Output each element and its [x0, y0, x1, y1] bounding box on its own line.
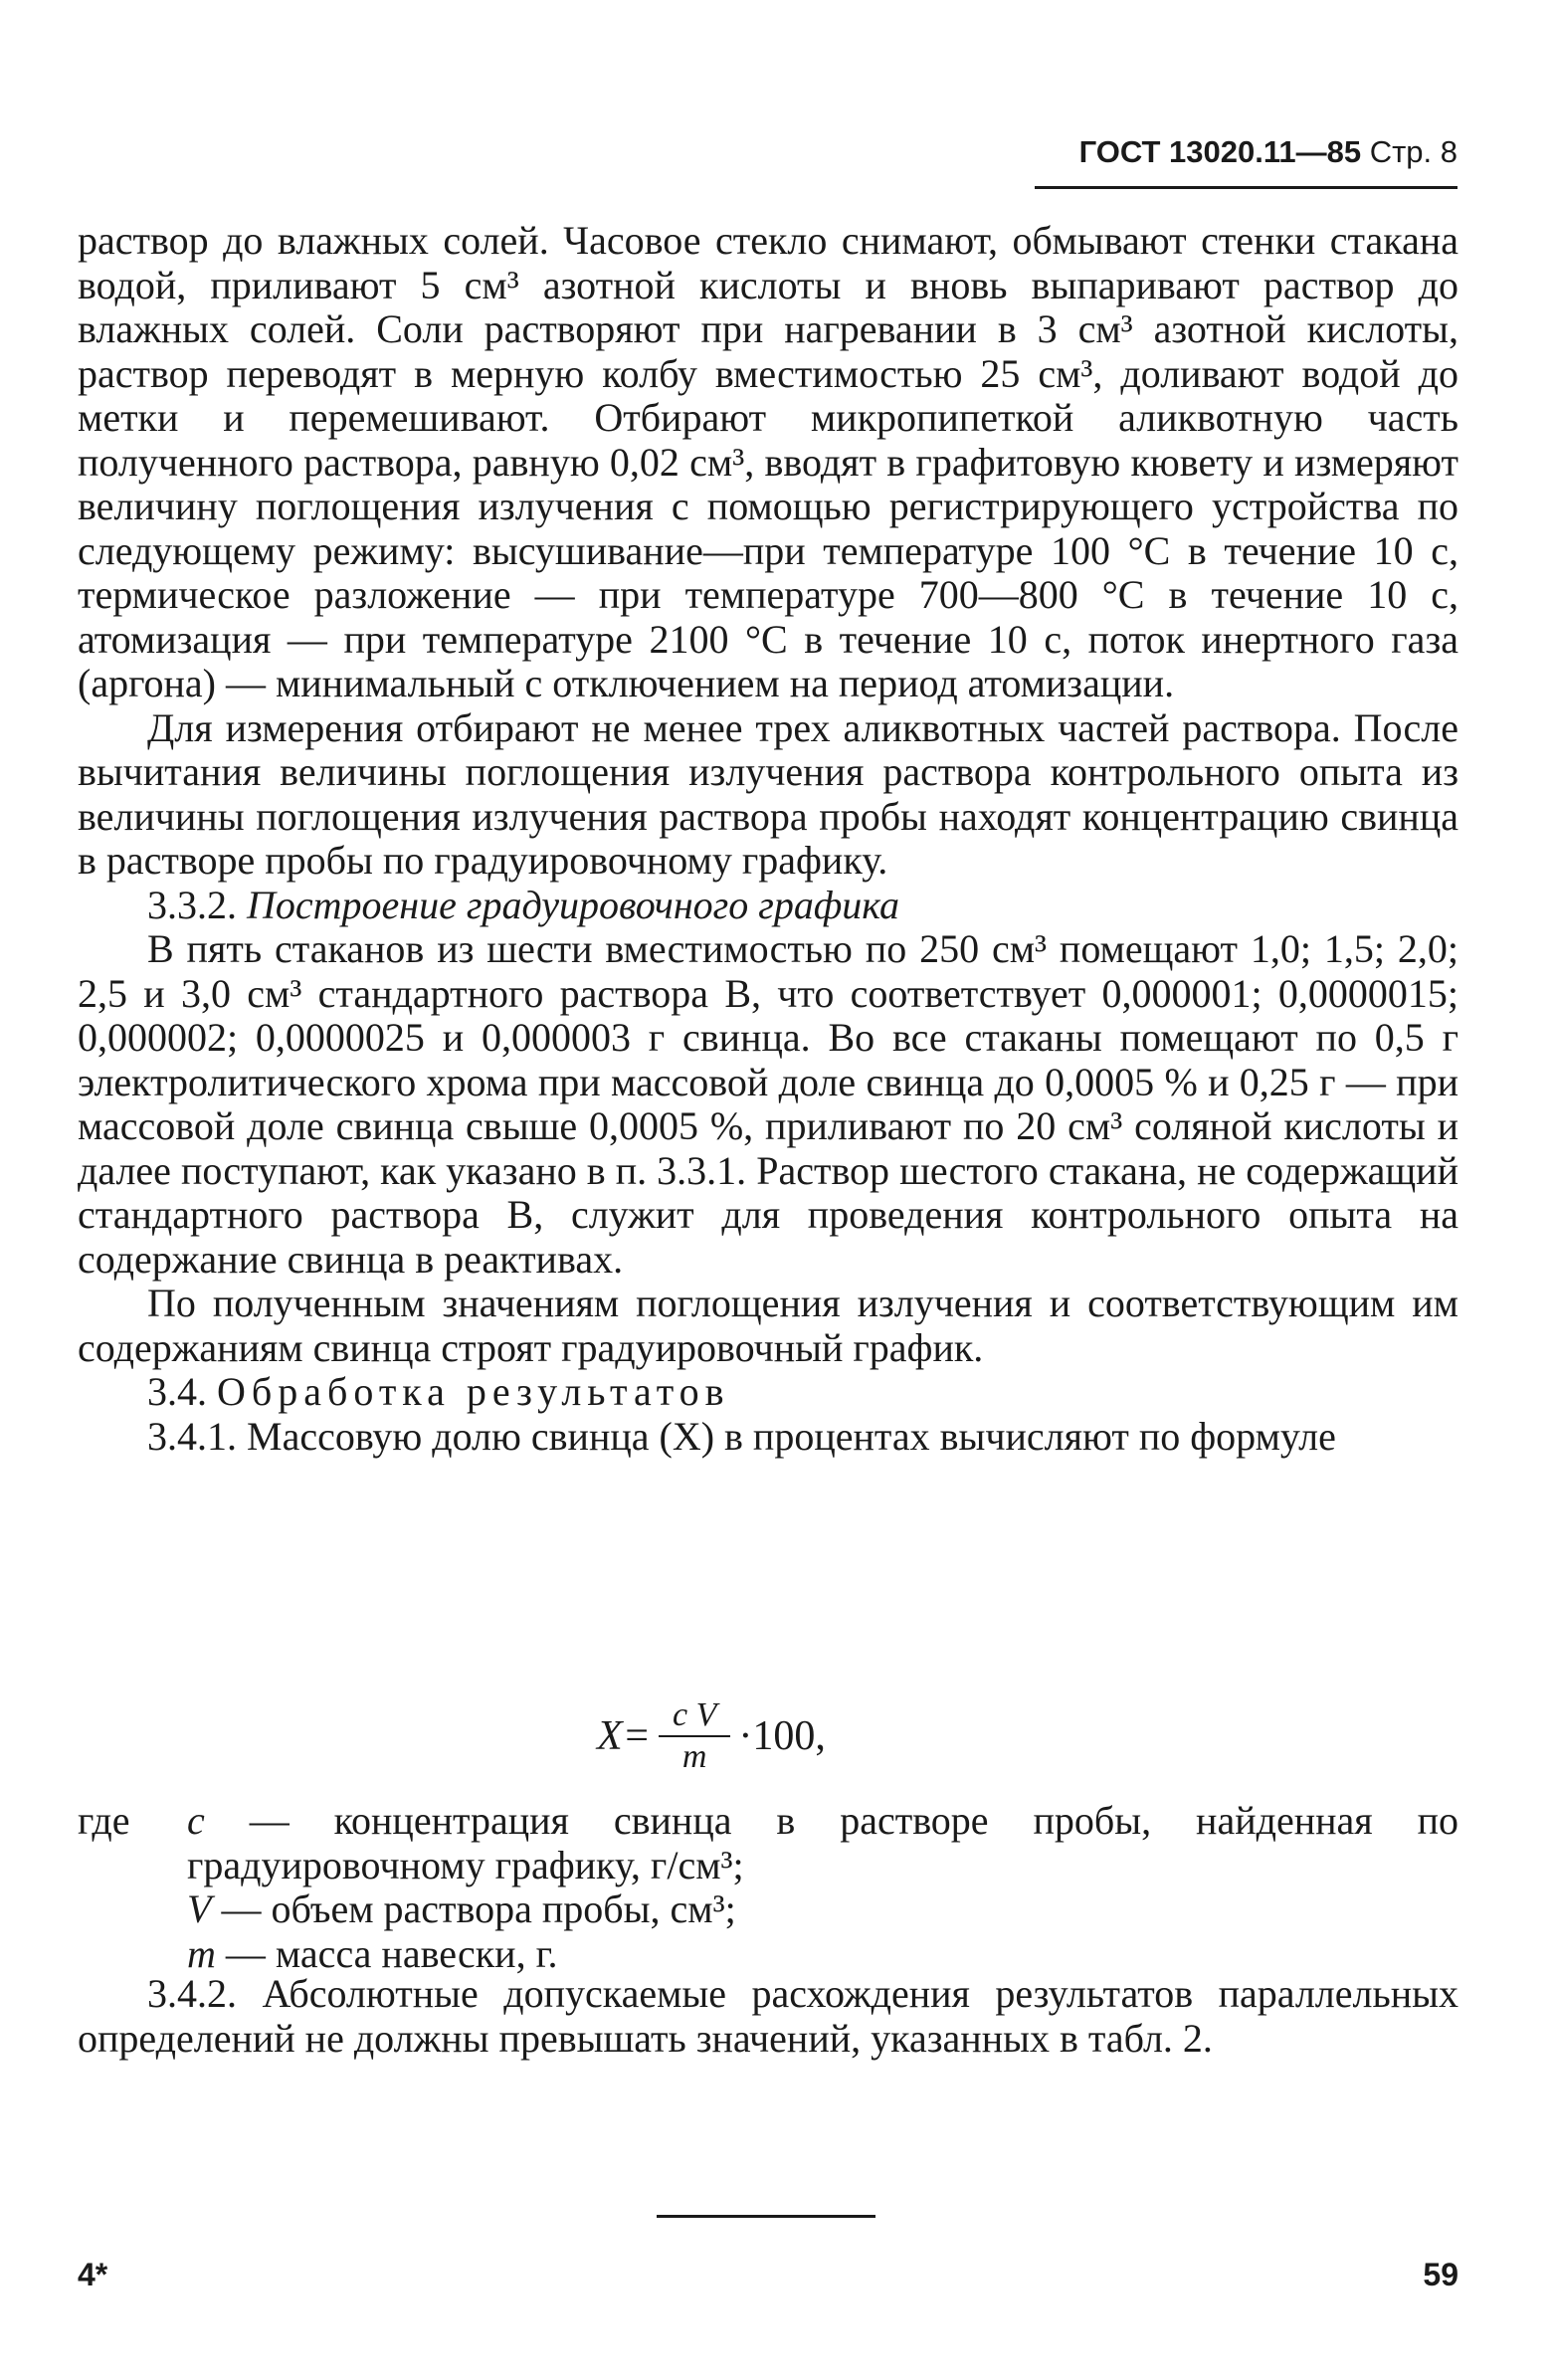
formula: [597, 1691, 826, 1781]
definition-row: [78, 1932, 1458, 1977]
footer-signature-mark: 4*: [78, 2257, 108, 2292]
definition-symbol: c: [187, 1798, 205, 1843]
section-title: Обработка результатов: [217, 1369, 730, 1414]
definition-text: — масса навески, г.: [225, 1930, 558, 1976]
definition-symbol: V: [187, 1886, 212, 1931]
footer-page-number: 59: [1423, 2257, 1458, 2292]
definition-row: [78, 1799, 1458, 1887]
section-heading-332: [78, 884, 1458, 928]
section-number: 3.4.: [147, 1369, 207, 1414]
closing-text: [78, 1972, 1458, 2061]
paragraph-341: 3.4.1. Массовую долю свинца (X) в процентах вычисляют по формуле: [147, 1413, 1336, 1459]
formula-lhs: X=: [597, 1713, 651, 1759]
paragraph-calibration: В пять стаканов из шести вместимостью по 250 см³ помещают 1,0; 1,5; 2,0; 2,5 и 3,0 см³ стандартного раствора В, что соответствует 0,000001; 0,0000015; 0,000002; 0,0000025 и 0,000003 г свинца. Во все стаканы помещают по 0,5 г электролитического хрома при массовой доле свинца до 0,0005 % и 0,25 г — при массовой доле свинца свыше 0,0005 %, приливают по 20 см³ соляной кислоты и далее поступают, как указано в п. 3.3.1. Раствор шестого стакана, не содержащий стандартного раствора В, служит для проведения контрольного опыта на содержание свинца в реактивах.: [78, 926, 1458, 1282]
section-title: Построение градуировочного графика: [247, 882, 899, 927]
standard-number: ГОСТ 13020.11—85: [1078, 134, 1362, 169]
formula-tail: ·100,: [738, 1713, 826, 1759]
paragraph-342: 3.4.2. Абсолютные допускаемые расхождения результатов параллельных определений не должны превышать значений, указанных в табл. 2.: [78, 1971, 1458, 2061]
page-label: Стр. 8: [1369, 134, 1457, 169]
section-number: 3.3.2.: [147, 882, 237, 927]
bottom-rule: [657, 2215, 875, 2218]
definition-text: — объем раствора пробы, см³;: [221, 1886, 736, 1931]
where-label: где: [78, 1798, 130, 1843]
formula-fraction: [659, 1695, 730, 1777]
body-text: [78, 219, 1458, 1459]
paragraph-measurement: Для измерения отбирают не менее трех аликвотных частей раствора. После вычитания величины поглощения излучения раствора контрольного опыта из величины поглощения излучения раствора пробы находят концентрацию свинца в растворе пробы по градуировочному графику.: [78, 704, 1458, 883]
formula-numerator: c V: [659, 1695, 730, 1737]
section-heading-34: [78, 1370, 1458, 1415]
definition-text: — концентрация свинца в растворе пробы, найденная по градуировочному графику, г/см³;: [187, 1798, 1459, 1887]
paragraph-continuation: раствор до влажных солей. Часовое стекло снимают, обмывают стенки стакана водой, приливают 5 см³ азотной кислоты и вновь выпаривают раствор до влажных солей. Соли растворяют при нагревании в 3 см³ азотной кислоты, раствор переводят в мерную колбу вместимостью 25 см³, доливают водой до метки и перемешивают. Отбирают микропипеткой аликвотную часть полученного раствора, равную 0,02 см³, вводят в графитовую кювету и измеряют величину поглощения излучения с помощью регистрирующего устройства по следующему режиму: высушивание—при температуре 100 °С в течение 10 с, термическое разложение — при температуре 700—800 °С в течение 10 с, атомизация — при температуре 2100 °С в течение 10 с, поток инертного газа (аргона) — минимальный с отключением на период атомизации.: [78, 218, 1458, 705]
definition-row: [78, 1887, 1458, 1932]
definition-symbol: m: [187, 1930, 216, 1976]
definitions: [78, 1799, 1458, 1976]
header-rule: [1035, 186, 1457, 189]
formula-denominator: m: [681, 1738, 707, 1775]
paragraph-graph: По полученным значениям поглощения излучения и соответствующим им содержаниям свинца строят градуировочный график.: [78, 1281, 1458, 1370]
page-header: [1035, 134, 1457, 170]
